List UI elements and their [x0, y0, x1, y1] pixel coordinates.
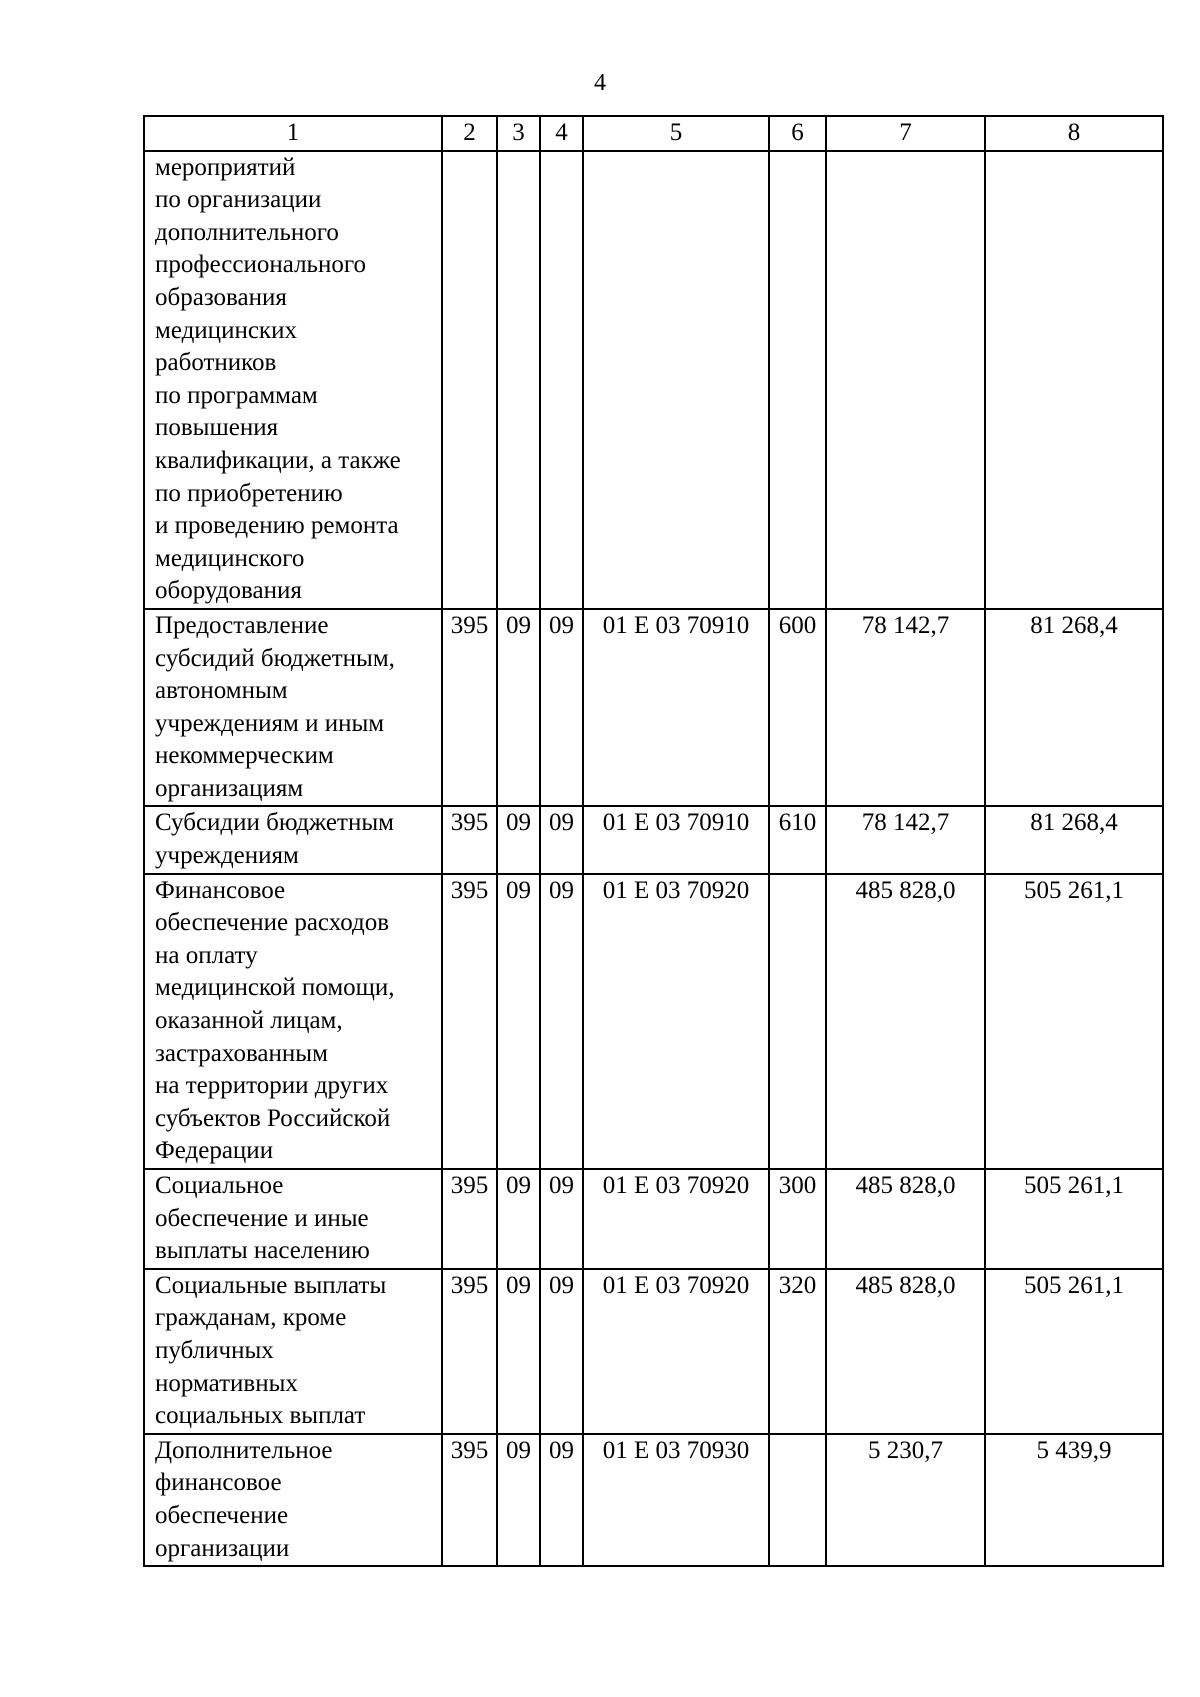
amount-year2-cell: 505 261,1 — [985, 1169, 1163, 1269]
row-name-cell — [144, 874, 442, 1169]
subsection-code-cell: 09 — [540, 609, 583, 807]
row-name-line: повышения — [155, 414, 279, 442]
row-name-line: Федерации — [155, 1137, 274, 1165]
row-name-line: гражданам, кроме — [155, 1304, 347, 1332]
row-name-line: работников — [155, 349, 277, 377]
table-row — [144, 874, 1163, 1169]
row-name-line: профессионального — [155, 251, 366, 279]
row-name-line: финансовое — [155, 1469, 282, 1497]
row-name-line: оказанной лицам, — [155, 1007, 343, 1035]
row-name-line: некоммерческим — [155, 742, 334, 770]
expense-type-cell: 610 — [769, 806, 826, 873]
table-row — [144, 1169, 1163, 1269]
row-name-line: организациям — [155, 774, 304, 802]
amount-year2-cell: 505 261,1 — [985, 874, 1163, 1169]
amount-year1-cell — [826, 151, 985, 609]
row-name-line: социальных выплат — [155, 1402, 366, 1430]
expense-type-cell — [769, 874, 826, 1169]
row-name-line: дополнительного — [155, 218, 339, 246]
subsection-code-cell: 09 — [540, 1169, 583, 1269]
section-code-cell: 09 — [497, 806, 540, 873]
section-code-cell: 09 — [497, 874, 540, 1169]
expense-type-cell: 320 — [769, 1269, 826, 1434]
amount-year2-cell: 81 268,4 — [985, 609, 1163, 807]
row-name-line: мероприятий — [155, 153, 296, 181]
row-name-line: публичных — [155, 1336, 274, 1364]
row-name-line: застрахованным — [155, 1039, 328, 1067]
row-name-line: медицинской помощи, — [155, 974, 395, 1002]
gov-code-cell: 395 — [442, 1434, 497, 1566]
row-name-line: обеспечение — [155, 1501, 289, 1529]
section-code-cell: 09 — [497, 1434, 540, 1566]
amount-year1-cell: 5 230,7 — [826, 1434, 985, 1566]
row-name-cell — [144, 151, 442, 609]
subsection-code-cell: 09 — [540, 1434, 583, 1566]
amount-year1-cell: 485 828,0 — [826, 874, 985, 1169]
row-name-line: Предоставление — [155, 611, 329, 639]
row-name-line: субъектов Российской — [155, 1104, 391, 1132]
row-name-line: по программам — [155, 381, 318, 409]
row-name-cell — [144, 806, 442, 873]
row-name-line: и проведению ремонта — [155, 512, 399, 540]
gov-code-cell: 395 — [442, 1269, 497, 1434]
budget-table — [143, 115, 1164, 1567]
subsection-code-cell — [540, 151, 583, 609]
row-name-cell — [144, 1269, 442, 1434]
row-name-line: на территории других — [155, 1072, 389, 1100]
row-name-line: медицинского — [155, 544, 305, 572]
row-name-cell — [144, 1434, 442, 1566]
row-name-line: Социальные выплаты — [155, 1271, 387, 1299]
gov-code-cell: 395 — [442, 806, 497, 873]
row-name-line: нормативных — [155, 1369, 298, 1397]
column-header: 4 — [540, 116, 583, 151]
subsection-code-cell: 09 — [540, 1269, 583, 1434]
table-row — [144, 806, 1163, 873]
amount-year2-cell: 5 439,9 — [985, 1434, 1163, 1566]
expense-type-cell: 600 — [769, 609, 826, 807]
amount-year1-cell: 78 142,7 — [826, 609, 985, 807]
page-number: 4 — [594, 70, 606, 96]
row-name-line: Финансовое — [155, 876, 286, 904]
target-article-cell: 01 Е 03 70910 — [583, 609, 769, 807]
amount-year2-cell: 81 268,4 — [985, 806, 1163, 873]
column-header: 2 — [442, 116, 497, 151]
row-name-line: Субсидии бюджетным — [155, 809, 394, 837]
gov-code-cell: 395 — [442, 1169, 497, 1269]
column-header: 6 — [769, 116, 826, 151]
table-header-row — [144, 116, 1163, 151]
row-name-line: учреждениям — [155, 842, 299, 870]
row-name-line: обеспечение и иные — [155, 1204, 369, 1232]
row-name-line: образования — [155, 283, 287, 311]
gov-code-cell — [442, 151, 497, 609]
table-row — [144, 609, 1163, 807]
amount-year2-cell — [985, 151, 1163, 609]
expense-type-cell — [769, 1434, 826, 1566]
row-name-line: субсидий бюджетным, — [155, 644, 395, 672]
target-article-cell: 01 Е 03 70920 — [583, 1269, 769, 1434]
target-article-cell: 01 Е 03 70920 — [583, 1169, 769, 1269]
table-row — [144, 1434, 1163, 1566]
amount-year2-cell: 505 261,1 — [985, 1269, 1163, 1434]
row-name-line: по приобретению — [155, 479, 343, 507]
gov-code-cell: 395 — [442, 609, 497, 807]
gov-code-cell: 395 — [442, 874, 497, 1169]
column-header: 5 — [583, 116, 769, 151]
table-row — [144, 1269, 1163, 1434]
target-article-cell: 01 Е 03 70920 — [583, 874, 769, 1169]
row-name-line: автономным — [155, 677, 288, 705]
row-name-line: медицинских — [155, 316, 297, 344]
amount-year1-cell: 485 828,0 — [826, 1269, 985, 1434]
row-name-line: учреждениям и иным — [155, 709, 385, 737]
row-name-line: организации — [155, 1534, 290, 1562]
row-name-line: Социальное — [155, 1172, 284, 1199]
column-header: 8 — [985, 116, 1163, 151]
row-name-line: Дополнительное — [155, 1436, 333, 1464]
section-code-cell: 09 — [497, 1169, 540, 1269]
expense-type-cell: 300 — [769, 1169, 826, 1269]
row-name-line: оборудования — [155, 577, 302, 605]
table-row — [144, 151, 1163, 609]
row-name-line: по организации — [155, 186, 322, 214]
column-header: 7 — [826, 116, 985, 151]
column-header: 1 — [144, 116, 442, 151]
subsection-code-cell: 09 — [540, 874, 583, 1169]
section-code-cell — [497, 151, 540, 609]
expense-type-cell — [769, 151, 826, 609]
column-header: 3 — [497, 116, 540, 151]
row-name-line: выплаты населению — [155, 1237, 370, 1265]
row-name-line: на оплату — [155, 941, 258, 969]
section-code-cell: 09 — [497, 1269, 540, 1434]
amount-year1-cell: 78 142,7 — [826, 806, 985, 873]
subsection-code-cell: 09 — [540, 806, 583, 873]
amount-year1-cell: 485 828,0 — [826, 1169, 985, 1269]
target-article-cell — [583, 151, 769, 609]
row-name-cell — [144, 1169, 442, 1269]
target-article-cell: 01 Е 03 70930 — [583, 1434, 769, 1566]
section-code-cell: 09 — [497, 609, 540, 807]
row-name-cell — [144, 609, 442, 807]
row-name-line: обеспечение расходов — [155, 909, 390, 937]
row-name-line: квалификации, а также — [155, 446, 401, 474]
target-article-cell: 01 Е 03 70910 — [583, 806, 769, 873]
